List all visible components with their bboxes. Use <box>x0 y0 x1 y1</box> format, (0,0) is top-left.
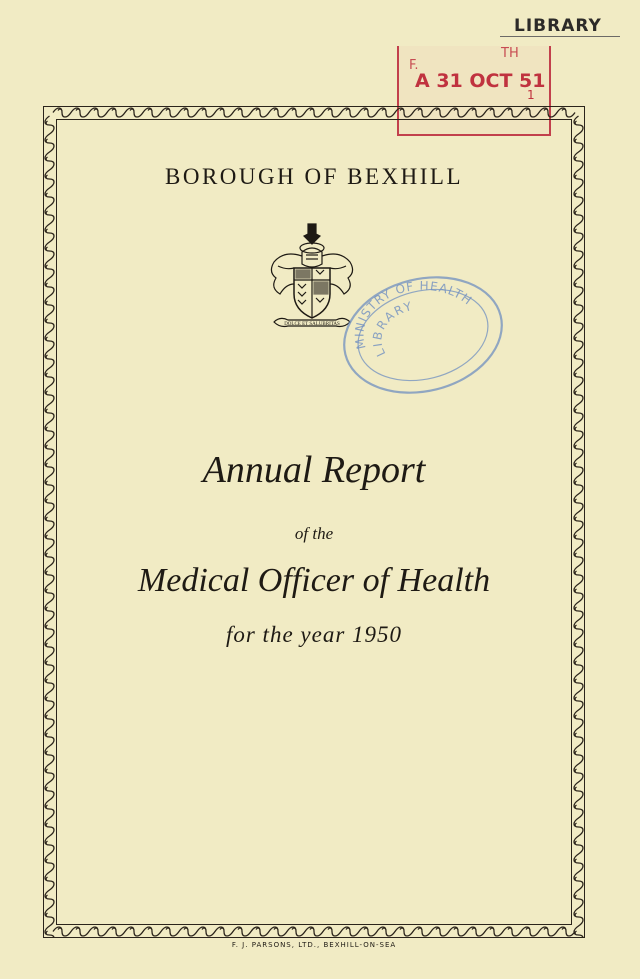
title-of-the: of the <box>294 524 334 543</box>
stamp-code-left: F. <box>409 58 419 73</box>
library-underline <box>500 36 620 37</box>
printer-imprint: F. J. PARSONS, LTD., BEXHILL-ON-SEA <box>231 941 397 949</box>
title-annual-report: Annual Report <box>202 449 426 491</box>
stamp-number: 1 <box>527 88 535 102</box>
library-label: LIBRARY <box>514 16 602 36</box>
borough-heading: BOROUGH OF BEXHILL <box>165 164 463 189</box>
svg-text:MINISTRY OF HEALTH <box>352 279 475 351</box>
title-medical-officer: Medical Officer of Health <box>137 562 491 599</box>
stamp-code-right: TH <box>501 46 519 61</box>
ministry-stamp-top-text: MINISTRY OF HEALTH <box>352 278 475 351</box>
ministry-of-health-stamp <box>338 264 508 406</box>
title-for-the-year: for the year 1950 <box>225 622 403 647</box>
ministry-stamp-library-text: LIBRARY <box>370 298 415 359</box>
stamp-date: A 31 OCT 51 <box>415 70 546 92</box>
crest-motto: DOLCE ET SALUBRITAS <box>284 322 340 327</box>
